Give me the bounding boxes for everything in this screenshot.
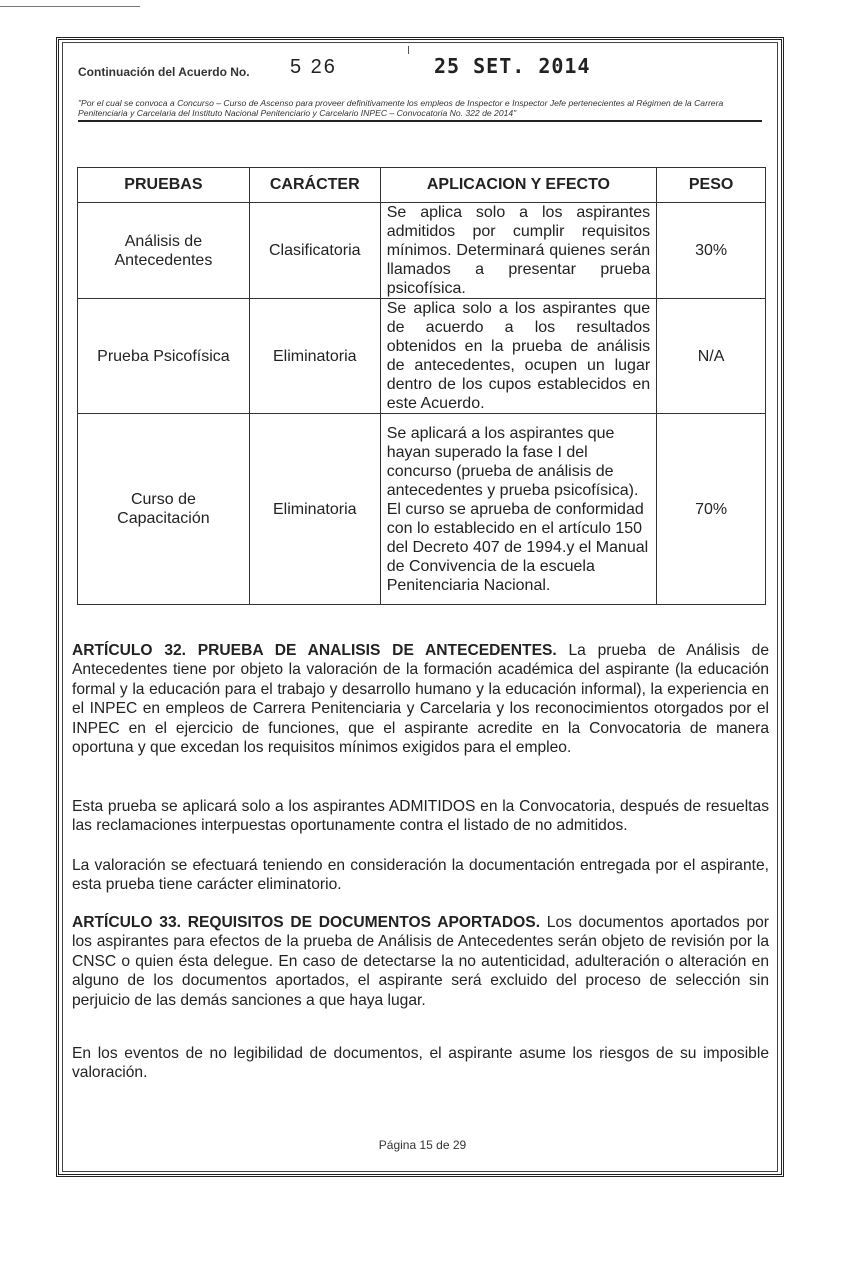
cell-aplicacion: Se aplica solo a los aspirantes admitidos por cumplir requisitos mínimos. Determinará quienes serán llamados a presentar prueba psicofísica. (380, 203, 656, 299)
cell-peso: 70% (657, 414, 766, 605)
cell-aplicacion: Se aplica solo a los aspirantes que de acuerdo a los resultados obtenidos en la prueba de análisis de antecedentes, ocupen un lugar dentro de los cupos establecidos en este Acuerdo. (380, 299, 656, 414)
article-32-text: La prueba de Análisis de Antecedentes tiene por objeto la valoración de la formación académica del aspirante (la educación formal y la educación para el trabajo y desarrollo humano y la educación informal), la experiencia en el INPEC en empleos de Carrera Penitenciaria y Carcelaria y los reconocimientos otorgados por el INPEC en el ejercicio de funciones, que el aspirante acredite en la Convocatoria de manera oportuna y que excedan los requisitos mínimos exigidos para el empleo. (72, 642, 769, 757)
agreement-date-stamp: 25 SET. 2014 (434, 54, 591, 78)
col-header-caracter: CARÁCTER (249, 168, 380, 203)
article-32-title: ARTÍCULO 32. PRUEBA DE ANALISIS DE ANTECEDENTES. (72, 642, 557, 659)
paragraph-legibilidad: En los eventos de no legibilidad de documentos, el aspirante asume los riesgos de su imposible valoración. (72, 1045, 769, 1082)
table-header-row (78, 168, 766, 203)
article-33-title: ARTÍCULO 33. REQUISITOS DE DOCUMENTOS APORTADOS. (72, 914, 541, 931)
table-row (78, 203, 766, 299)
col-header-aplicacion: APLICACION Y EFECTO (380, 168, 656, 203)
cell-caracter: Eliminatoria (249, 414, 380, 605)
paragraph-admitidos: Esta prueba se aplicará solo a los aspirantes ADMITIDOS en la Convocatoria, después de resueltas las reclamaciones interpuestas oportunamente contra el listado de no admitidos. (72, 798, 769, 835)
cell-caracter: Eliminatoria (249, 299, 380, 414)
stamp-mark (408, 46, 409, 54)
agreement-number: 5 26 (290, 56, 337, 78)
cell-prueba: Análisis de Antecedentes (78, 203, 250, 299)
agreement-subtitle: "Por el cual se convoca a Concurso – Curso de Ascenso para proveer definitivamente los empleos de Inspector e Inspector Jefe pertenecientes al Régimen de la Carrera Penitenciaria y Carcelaria del Instituto Nacional Penitenciario y Carcelario INPEC – Convocatoria No. 322 de 2014" (78, 98, 762, 122)
cell-peso: 30% (657, 203, 766, 299)
page-number: Página 15 de 29 (378, 1138, 467, 1152)
cell-prueba: Prueba Psicofísica (78, 299, 250, 414)
cell-prueba: Curso de Capacitación (78, 414, 250, 605)
cell-aplicacion: Se aplicará a los aspirantes que hayan superado la fase I del concurso (prueba de análisis de antecedentes y prueba psicofísica). El curso se aprueba de conformidad con lo establecido en el artículo 150 del Decreto 407 de 1994.y el Manual de Convivencia de la escuela Penitenciaria Nacional. (380, 414, 656, 605)
article-33-text: Los documentos aportados por los aspirantes para efectos de la prueba de Análisis de Antecedentes serán objeto de revisión por la CNSC o quien ésta delegue. En caso de detectarse la no autenticidad, adulteración o alteración en alguno de los documentos aportados, el aspirante será excluido del proceso de selección sin perjuicio de las demás sanciones a que haya lugar. (72, 914, 769, 1009)
article-32 (72, 641, 769, 757)
col-header-pruebas: PRUEBAS (78, 168, 250, 203)
top-scan-rule (0, 6, 140, 7)
tests-table (77, 167, 766, 605)
article-33 (72, 913, 769, 1010)
table-row (78, 414, 766, 605)
agreement-label: Continuación del Acuerdo No. (78, 65, 250, 79)
cell-peso: N/A (657, 299, 766, 414)
col-header-peso: PESO (657, 168, 766, 203)
table-row (78, 299, 766, 414)
cell-caracter: Clasificatoria (249, 203, 380, 299)
paragraph-valoracion: La valoración se efectuará teniendo en consideración la documentación entregada por el aspirante, esta prueba tiene carácter eliminatorio. (72, 857, 769, 894)
